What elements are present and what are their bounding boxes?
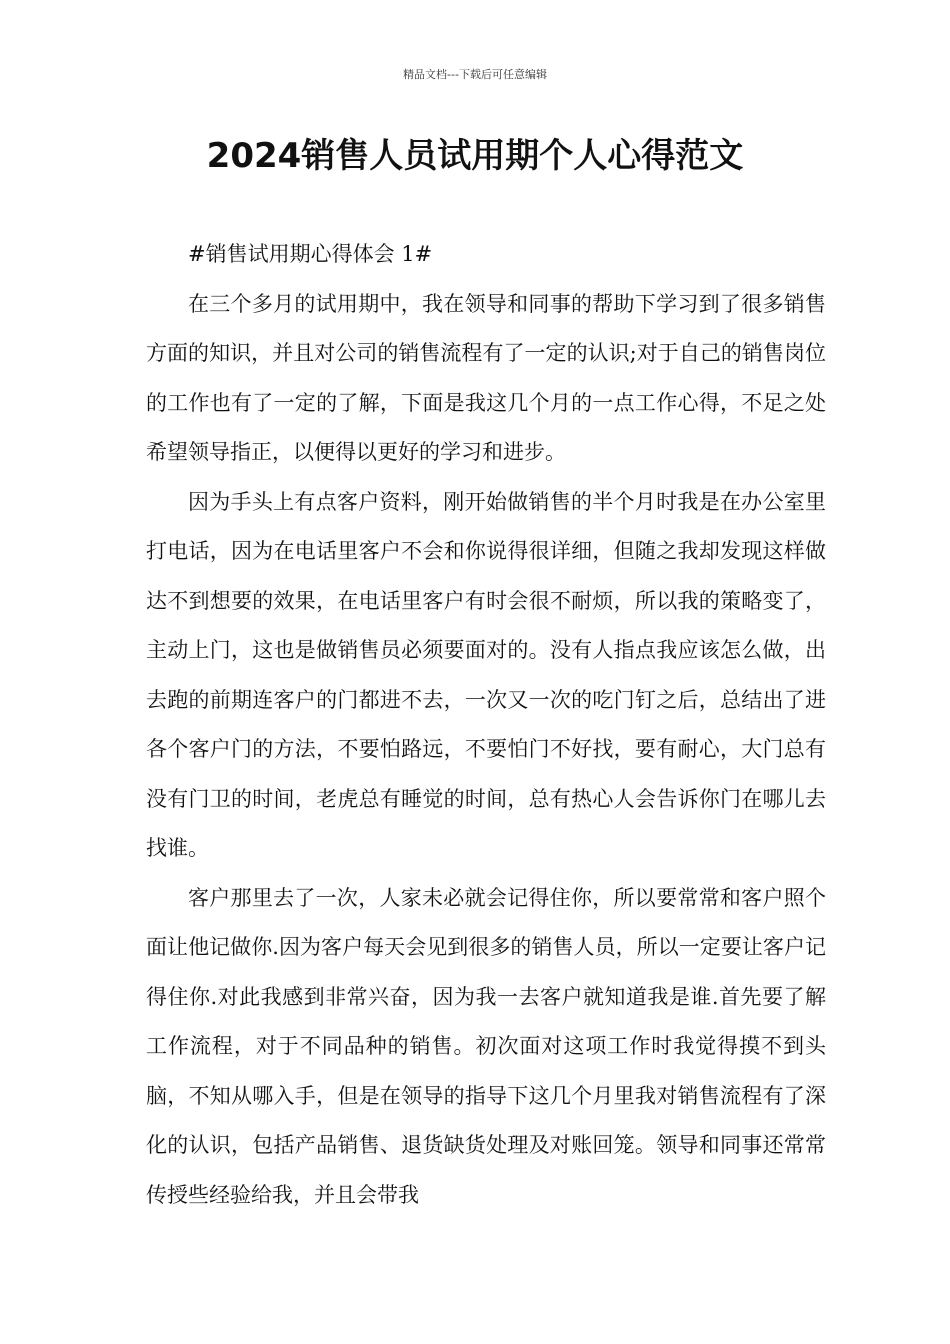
document-title: 2024销售人员试用期个人心得范文 — [206, 136, 744, 176]
paragraph-1: 在三个多月的试用期中，我在领导和同事的帮助下学习到了很多销售方面的知识，并且对公司的销售流程有了一定的认识;对于自己的销售岗位的工作也有了一定的了解，下面是我这几个月的一点工作心得，不足之处希望领导指正，以便得以更好的学习和进步。 — [146, 291, 826, 464]
paragraph-2: 因为手头上有点客户资料，刚开始做销售的半个月时我是在办公室里打电话，因为在电话里客户不会和你说得很详细，但随之我却发现这样做达不到想要的效果，在电话里客户有时会很不耐烦，所以我的策略变了，主动上门，这也是做销售员必须要面对的。没有人指点我应该怎么做，出去跑的前期连客户的门都进不去，一次又一次的吃门钉之后，总结出了进各个客户门的方法，不要怕路远，不要怕门不好找，要有耐心，大门总有没有门卫的时间，老虎总有睡觉的时间，总有热心人会告诉你门在哪儿去找谁。 — [146, 489, 826, 860]
paragraph-3: 客户那里去了一次，人家未必就会记得住你，所以要常常和客户照个面让他记做你.因为客户每天会见到很多的销售人员，所以一定要让客户记得住你.对此我感到非常兴奋，因为我一去客户就知道我是谁.首先要了解工作流程，对于不同品种的销售。初次面对这项工作时我觉得摸不到头脑，不知从哪入手，但是在领导的指导下这几个月里我对销售流程有了深化的认识，包括产品销售、退货缺货处理及对账回笼。领导和同事还常常传授些经验给我，并且会带我 — [146, 885, 826, 1207]
section-heading: #销售试用期心得体会 1# — [188, 242, 433, 266]
document-body — [146, 230, 826, 1220]
header-note: 精品文档---下载后可任意编辑 — [403, 68, 547, 81]
